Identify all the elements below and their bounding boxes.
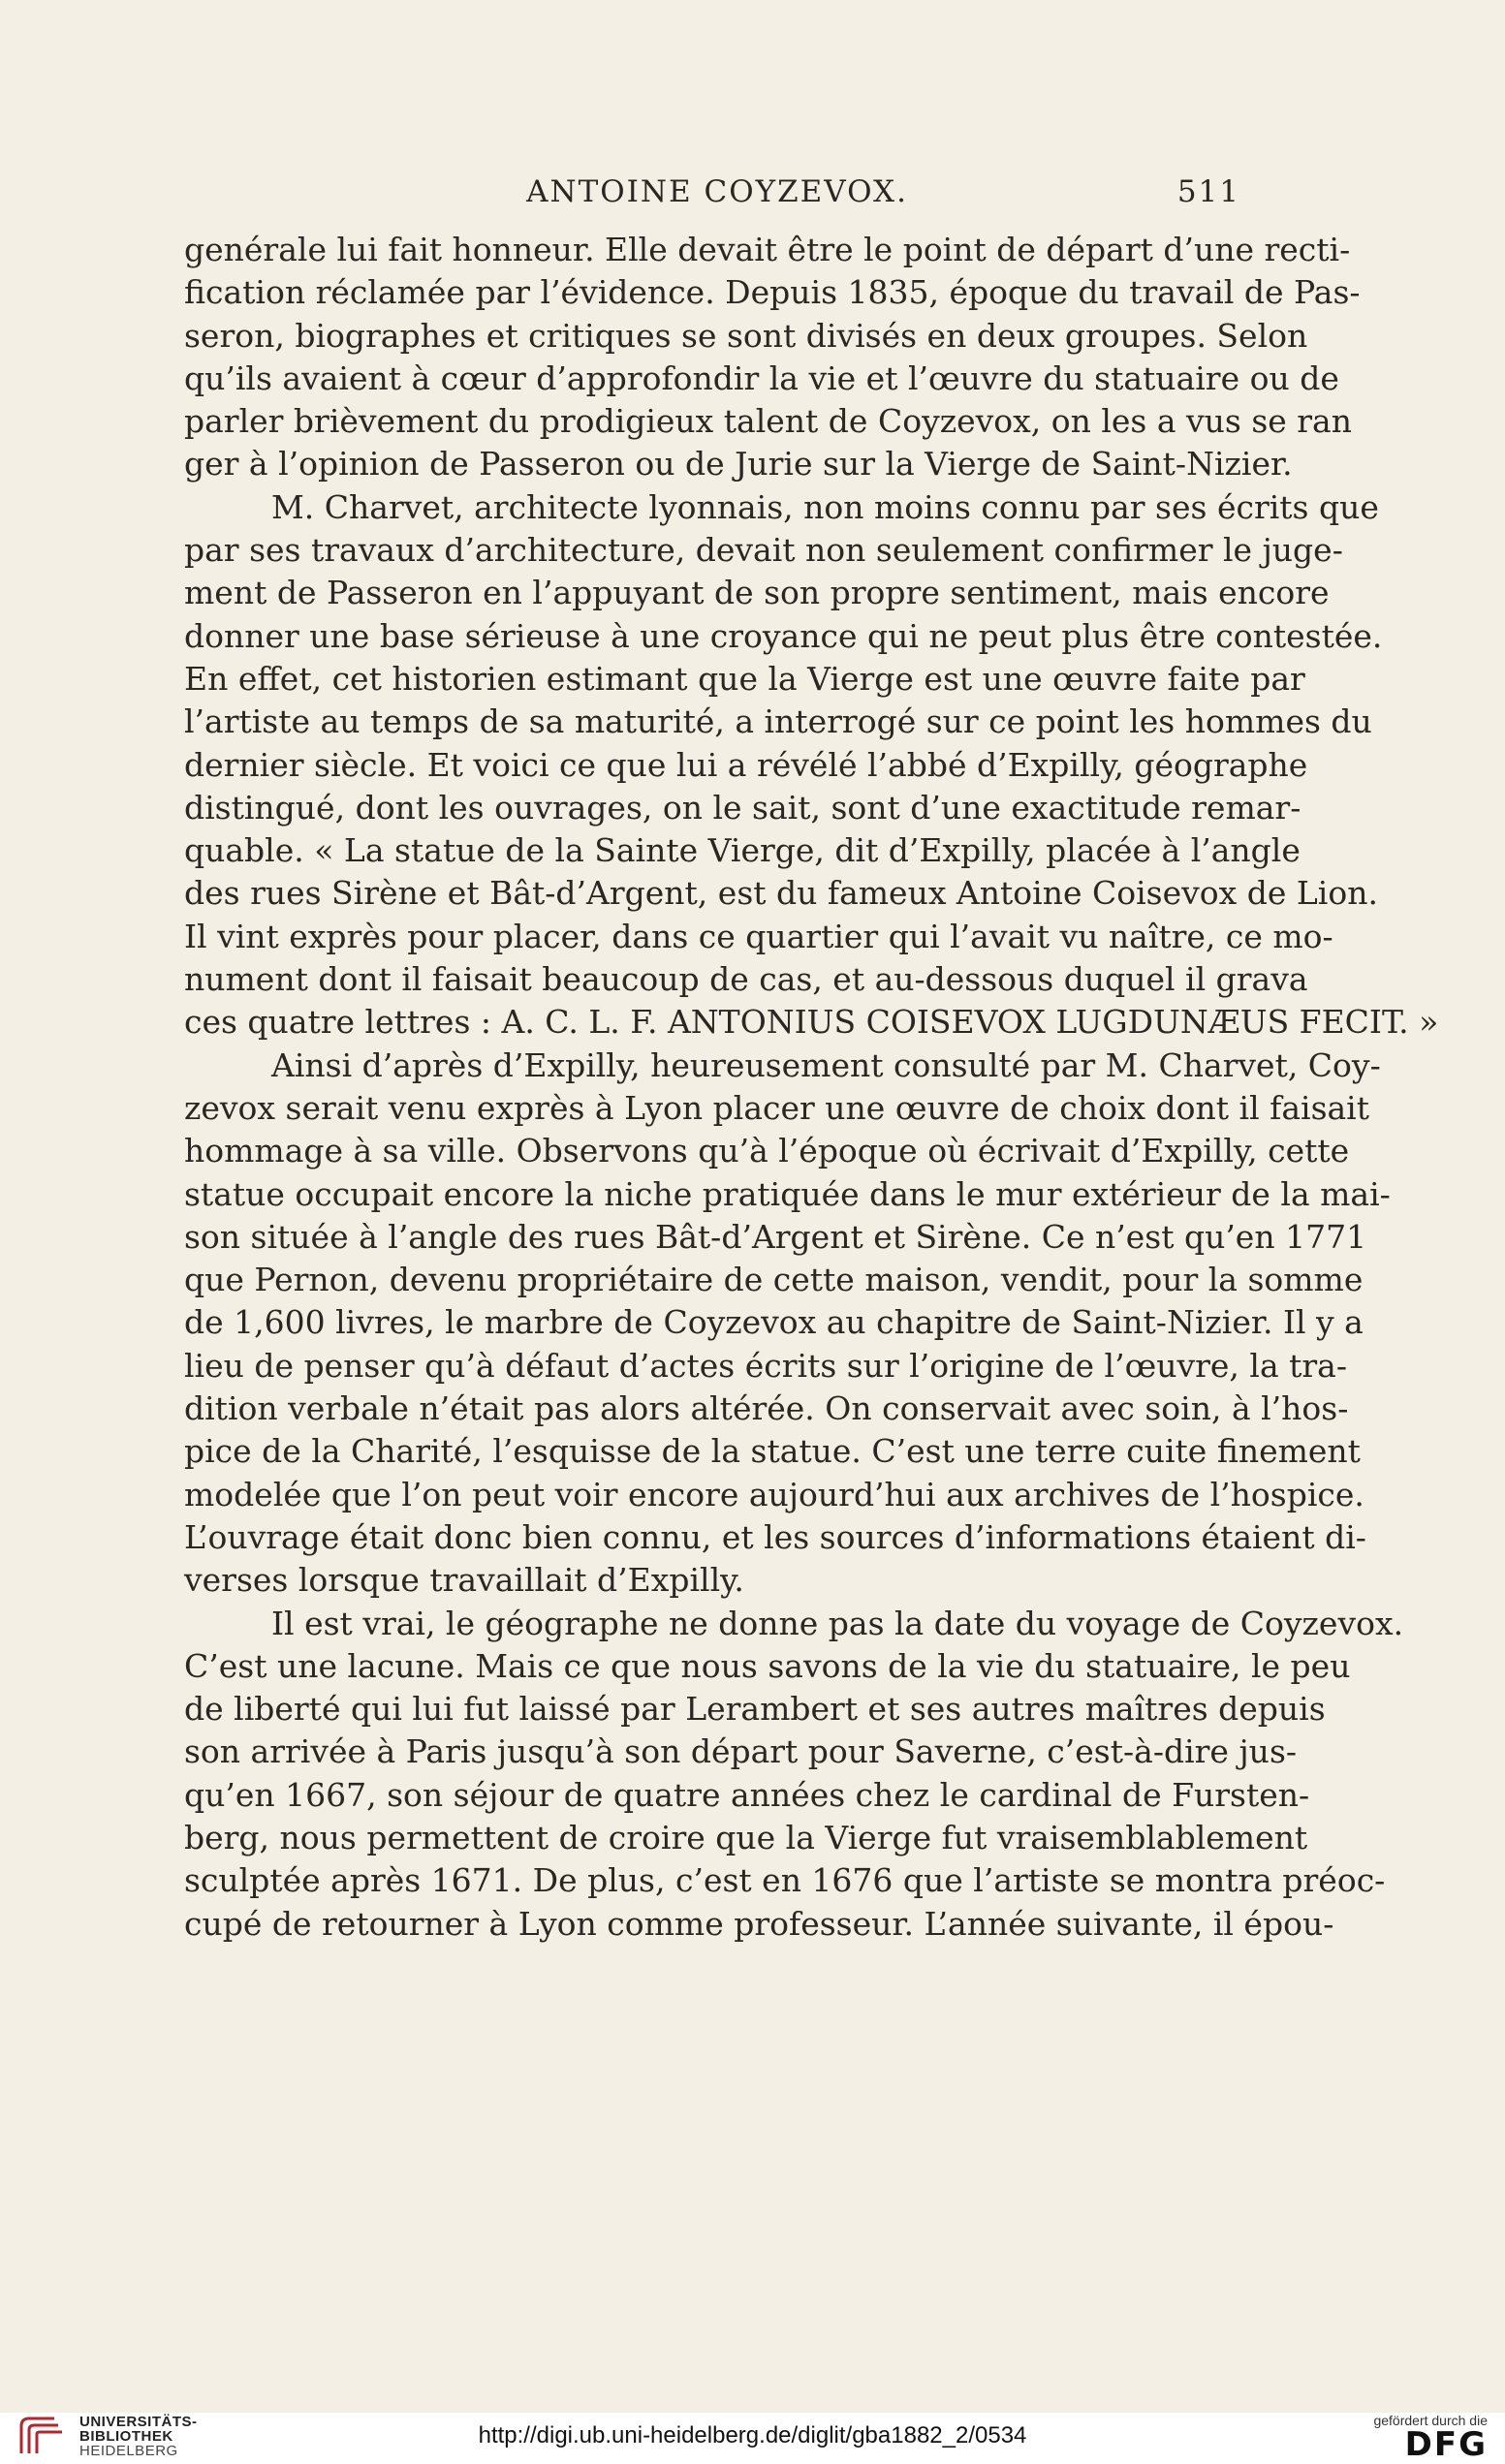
- source-url-link[interactable]: http://digi.ub.uni-heidelberg.de/diglit/gba1882_2/0534: [478, 2422, 1027, 2448]
- text-line: statue occupait encore la niche pratiquée dans le mur extérieur de la mai-: [184, 1174, 1391, 1213]
- text-line: distingué, dont les ouvrages, on le sait, sont d’une exactitude remar-: [184, 788, 1301, 827]
- footer-bar: [0, 2413, 1505, 2464]
- text-line: seron, biographes et critiques se sont divisés en deux groupes. Selon: [184, 316, 1308, 355]
- text-line: ces quatre lettres : A. C. L. F. ANTONIUS COISEVOX LUGDUNÆUS FECIT. »: [184, 1003, 1439, 1042]
- text-line: Il est vrai, le géographe ne donne pas la date du voyage de Coyzevox.: [271, 1604, 1404, 1642]
- text-line: berg, nous permettent de croire que la Vierge fut vraisemblablement: [184, 1818, 1308, 1856]
- library-name-line2: BIBLIOTHEK: [79, 2428, 173, 2445]
- text-line: l’artiste au temps de sa maturité, a interrogé sur ce point les hommes du: [184, 702, 1372, 741]
- library-name-line3: HEIDELBERG: [79, 2443, 178, 2459]
- text-line: M. Charvet, architecte lyonnais, non moins connu par ses écrits que: [271, 487, 1379, 526]
- text-line: parler brièvement du prodigieux talent de Coyzevox, on les a vus se ran: [184, 402, 1352, 441]
- text-line: qu’en 1667, son séjour de quatre années chez le cardinal de Fursten-: [184, 1775, 1310, 1814]
- text-line: pice de la Charité, l’esquisse de la statue. C’est une terre cuite finement: [184, 1432, 1361, 1471]
- page-number: 511: [1176, 174, 1240, 209]
- running-title: ANTOINE COYZEVOX.: [526, 174, 908, 209]
- text-line: genérale lui fait honneur. Elle devait être le point de départ d’une recti-: [184, 231, 1351, 268]
- text-line: sculptée après 1671. De plus, c’est en 1676 que l’artiste se montra préoc-: [184, 1861, 1386, 1900]
- text-line: de liberté qui lui fut laissé par Lerambert et ses autres maîtres depuis: [184, 1690, 1326, 1729]
- text-line: dition verbale n’était pas alors altérée. On conservait avec soin, à l’hos-: [184, 1389, 1349, 1428]
- text-line: nument dont il faisait beaucoup de cas, et au-dessous duquel il grava: [184, 960, 1308, 999]
- text-line: C’est une lacune. Mais ce que nous savons de la vie du statuaire, le peu: [184, 1646, 1351, 1685]
- text-line: Ainsi d’après d’Expilly, heureusement consulté par M. Charvet, Coy-: [271, 1045, 1381, 1084]
- text-line: modelée que l’on peut voir encore aujourd’hui aux archives de l’hospice.: [184, 1475, 1364, 1513]
- text-line: hommage à sa ville. Observons qu’à l’époque où écrivait d’Expilly, cette: [184, 1132, 1350, 1170]
- funding-text: gefördert durch die: [1373, 2413, 1488, 2428]
- text-line: par ses travaux d’architecture, devait non seulement confirmer le juge-: [184, 531, 1343, 570]
- text-line: ment de Passeron en l’appuyant de son propre sentiment, mais encore: [184, 574, 1330, 612]
- body-text: [184, 229, 1439, 1946]
- text-line: son arrivée à Paris jusqu’à son départ pour Saverne, c’est-à-dire jus-: [184, 1732, 1298, 1771]
- text-line: des rues Sirène et Bât-d’Argent, est du fameux Antoine Coisevox de Lion.: [184, 874, 1378, 913]
- text-line: son située à l’angle des rues Bât-d’Argent et Sirène. Ce n’est qu’en 1771: [184, 1217, 1367, 1256]
- text-line: quable. « La statue de la Sainte Vierge, dit d’Expilly, placée à l’angle: [184, 831, 1301, 870]
- text-line: de 1,600 livres, le marbre de Coyzevox au chapitre de Saint-Nizier. Il y a: [184, 1303, 1364, 1342]
- text-line: ger à l’opinion de Passeron ou de Jurie sur la Vierge de Saint-Nizier.: [184, 445, 1293, 483]
- text-line: zevox serait venu exprès à Lyon placer une œuvre de choix dont il faisait: [184, 1088, 1369, 1127]
- text-line: donner une base sérieuse à une croyance qui ne peut plus être contestée.: [184, 616, 1383, 655]
- text-line: dernier siècle. Et voici ce que lui a révélé l’abbé d’Expilly, géographe: [184, 745, 1308, 784]
- library-name-line1: UNIVERSITÄTS-: [79, 2414, 198, 2430]
- text-line: L’ouvrage était donc bien connu, et les sources d’informations étaient di-: [184, 1517, 1366, 1556]
- funder-block: [1323, 2413, 1488, 2464]
- text-line: verses lorsque travaillait d’Expilly.: [184, 1561, 744, 1600]
- text-line: que Pernon, devenu propriétaire de cette maison, vendit, pour la somme: [184, 1261, 1364, 1299]
- text-line: cupé de retourner à Lyon comme professeur. L’année suivante, il épou-: [184, 1904, 1334, 1943]
- text-line: fication réclamée par l’évidence. Depuis 1835, époque du travail de Pas-: [184, 273, 1361, 312]
- dfg-logo: DFG: [1404, 2425, 1488, 2464]
- text-line: Il vint exprès pour placer, dans ce quartier qui l’avait vu naître, ce mo-: [184, 917, 1333, 955]
- text-line: qu’ils avaient à cœur d’approfondir la vie et l’œuvre du statuaire ou de: [184, 359, 1339, 397]
- text-line: En effet, cet historien estimant que la Vierge est une œuvre faite par: [184, 659, 1305, 698]
- text-line: lieu de penser qu’à défaut d’actes écrits sur l’origine de l’œuvre, la tra-: [184, 1346, 1347, 1385]
